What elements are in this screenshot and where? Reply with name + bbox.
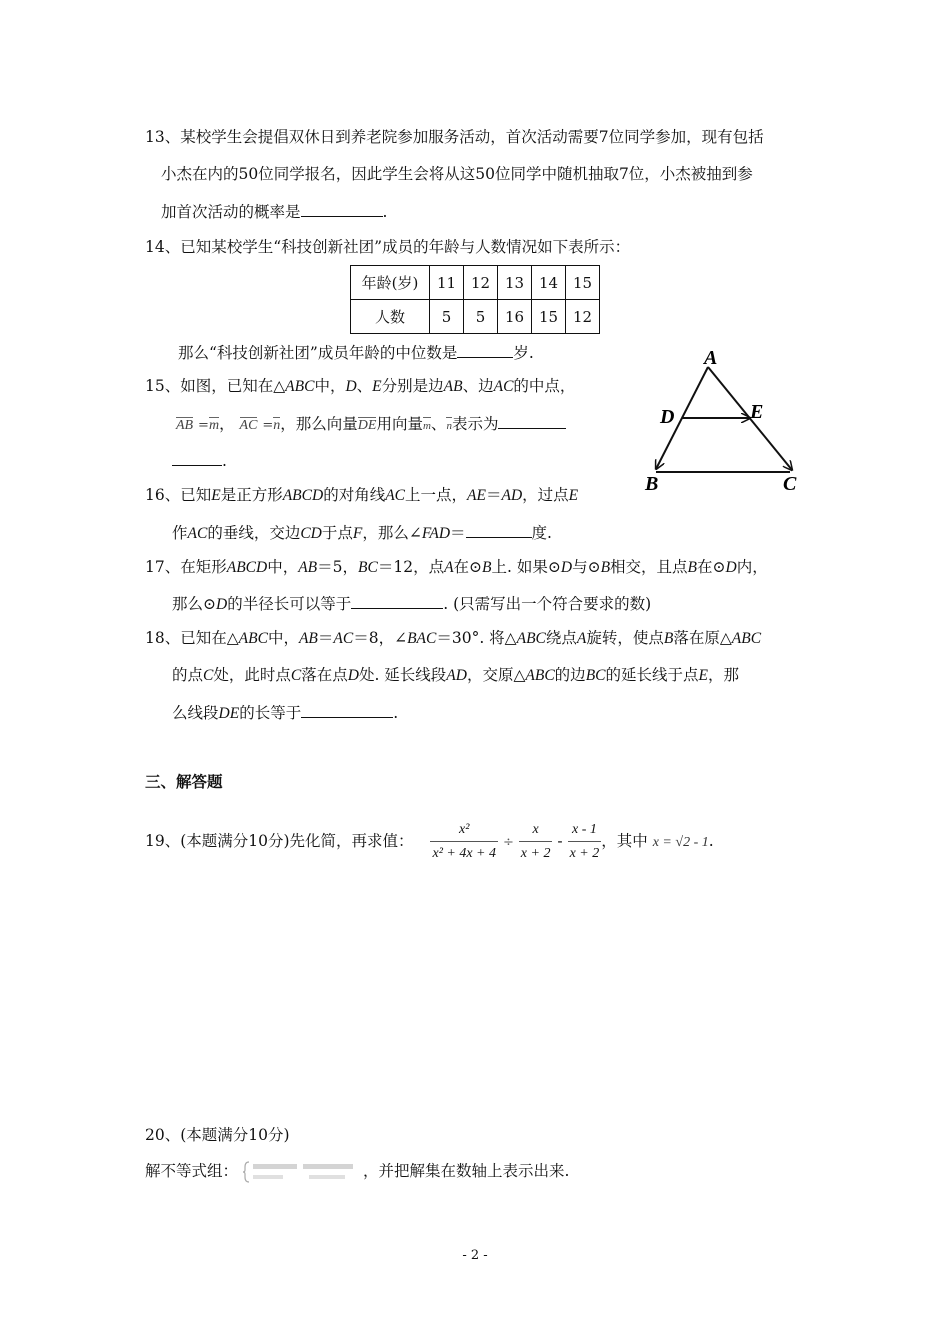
q20-title: 20、(本题满分10分) xyxy=(145,1126,290,1144)
table-cell: 13 xyxy=(498,266,532,300)
q19-line: 19、(本题满分10分)先化简，再求值： $\frac{\text{x²}}{\text{x² + 4x + 4}}$ ÷ $\frac{x}{x + 2}$ - $\frac{x - 1}{x + 2}$ ，其中 x = √2 - 1. xyxy=(145,822,714,861)
q17-line1: 17、在矩形ABCD中，AB＝5，BC＝12，点A在⊙B上. 如果⊙D与⊙B相交，且点B在⊙D内， xyxy=(145,558,768,576)
q18-line3: 么线段DE的长等于 . xyxy=(172,704,399,722)
vector-de: DE xyxy=(358,416,377,436)
vector-m: m xyxy=(209,416,219,436)
fraction-3: $\frac{x - 1}{x + 2}$ xyxy=(569,822,600,861)
label-a: A xyxy=(704,347,718,369)
vector-n: n xyxy=(273,416,280,436)
q15-line1: 15、如图，已知在△ABC中，D、E分别是边AB、边AC的中点， xyxy=(145,377,576,395)
q16-answer-blank[interactable] xyxy=(466,522,532,538)
table-cell: 15 xyxy=(566,266,600,300)
table-cell: 5 xyxy=(464,300,498,334)
q14-answer-blank[interactable] xyxy=(457,342,513,358)
fraction-1: $\frac{\text{x²}}{\text{x² + 4x + 4}}$ xyxy=(432,822,497,861)
triangle-figure xyxy=(640,340,810,500)
fraction-2: $\frac{x}{x + 2}$ xyxy=(520,822,551,861)
q16-line1: 16、已知E是正方形ABCD的对角线AC上一点，AE＝AD，过点E xyxy=(145,486,579,504)
q19-text: 19、(本题满分10分)先化简，再求值： xyxy=(145,832,414,850)
q18-line1: 18、已知在△ABC中，AB＝AC＝8，∠BAC＝30°. 将△ABC绕点A旋转，使点B落在原△ABC xyxy=(145,629,762,647)
table-cell: 12 xyxy=(566,300,600,334)
q13-line3: 加首次活动的概率是 . xyxy=(161,203,388,221)
q17-line2: 那么⊙D的半径长可以等于 . (只需写出一个符合要求的数) xyxy=(172,595,652,613)
table-header-age: 年龄(岁) xyxy=(351,266,430,300)
q14-text: 那么“科技创新社团”成员年龄的中位数是 xyxy=(178,344,458,362)
q15-answer-blank-cont[interactable] xyxy=(172,450,222,466)
vector-ab: AB xyxy=(176,416,193,436)
table-cell: 16 xyxy=(498,300,532,334)
q15-line3: . xyxy=(172,450,227,471)
q18-line2: 的点C处，此时点C落在点D处. 延长线段AD，交原△ABC的边BC的延长线于点E，那 xyxy=(172,666,739,684)
q14-line2 xyxy=(178,342,534,363)
vector-ac: AC xyxy=(240,416,258,436)
q19-condition: x = √2 - 1 xyxy=(652,835,709,850)
table-cell: 11 xyxy=(430,266,464,300)
q15-line2: AB =m， AC =n，那么向量DE用向量m、n表示为 xyxy=(176,413,566,436)
q15-answer-blank[interactable] xyxy=(498,413,566,429)
table-cell: 15 xyxy=(532,300,566,334)
age-count-table xyxy=(350,265,600,334)
table-header-count: 人数 xyxy=(351,300,430,334)
vector-m-ref: m xyxy=(423,416,431,436)
label-d: D xyxy=(660,406,675,428)
q14-line1: 14、已知某校学生“科技创新社团”成员的年龄与人数情况如下表所示： xyxy=(145,238,631,256)
q18-answer-blank[interactable] xyxy=(301,702,393,718)
label-c: C xyxy=(783,473,797,495)
q17-answer-blank[interactable] xyxy=(351,593,443,609)
q13-text: 加首次活动的概率是 xyxy=(161,203,301,221)
inequality-system-image xyxy=(243,1160,363,1184)
q16-line2: 作AC的垂线，交边CD于点F，那么∠FAD＝ 度. xyxy=(172,524,552,542)
q13-answer-blank[interactable] xyxy=(301,201,383,217)
table-cell: 5 xyxy=(430,300,464,334)
table-cell: 12 xyxy=(464,266,498,300)
table-row xyxy=(351,300,600,334)
q13-line1: 13、某校学生会提倡双休日到养老院参加服务活动，首次活动需要7位同学参加，现有包括 xyxy=(145,128,764,146)
q20-line: 解不等式组： ，并把解集在数轴上表示出来. xyxy=(145,1160,569,1184)
vector-n-ref: n xyxy=(446,416,452,436)
q14-unit: 岁. xyxy=(513,344,534,362)
section-title: 三、解答题 xyxy=(145,772,223,791)
page-number: - 2 - xyxy=(462,1248,488,1263)
label-e: E xyxy=(750,401,764,423)
table-row xyxy=(351,266,600,300)
q13-line2: 小杰在内的50位同学报名，因此学生会将从这50位同学中随机抽取7位，小杰被抽到参 xyxy=(161,165,753,183)
label-b: B xyxy=(645,473,659,495)
table-cell: 14 xyxy=(532,266,566,300)
